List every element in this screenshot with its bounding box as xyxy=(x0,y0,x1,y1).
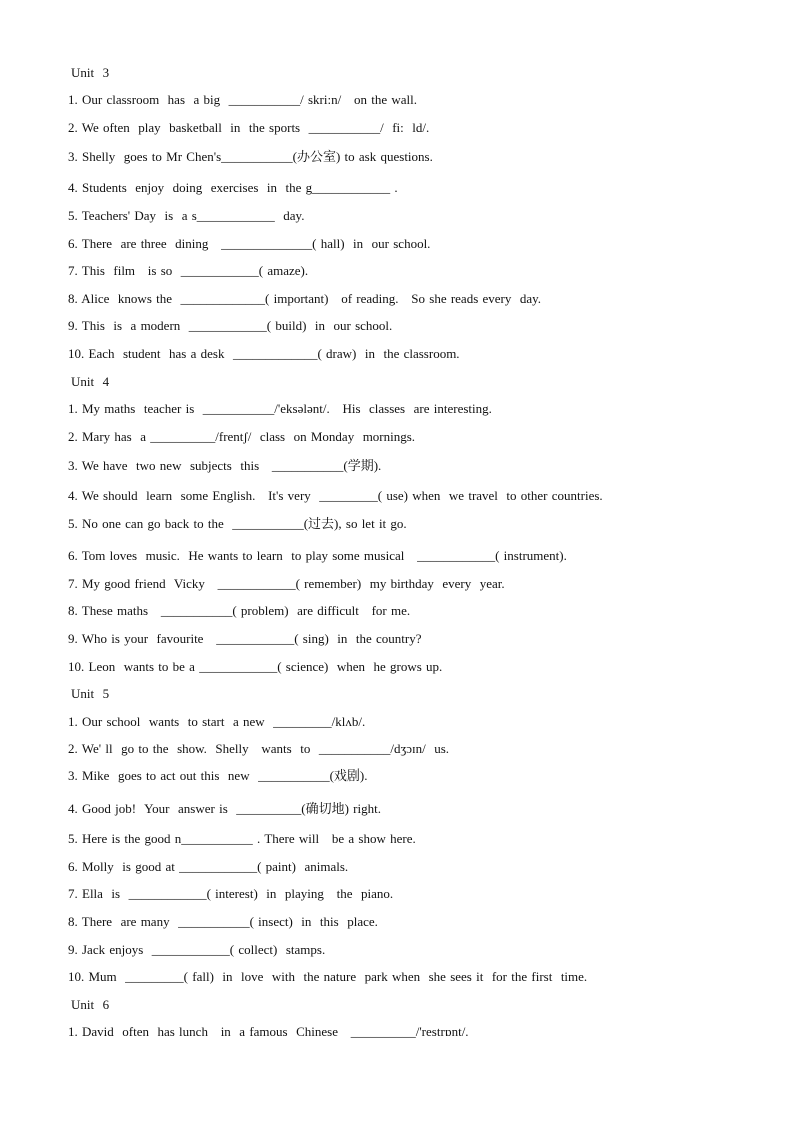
exercise-line: 1. David often has lunch in a famous Chinese __________/'restrɒnt/. xyxy=(68,1024,469,1039)
exercise-line: 1. Our school wants to start a new _________/klʌb/. xyxy=(68,714,366,729)
exercise-line: 1. Our classroom has a big ___________/ skri:n/ on the wall. xyxy=(68,92,417,107)
exercise-line: 10. Mum _________( fall) in love with the nature park when she sees it for the first time. xyxy=(68,969,588,984)
unit-heading: Unit 3 xyxy=(71,65,110,80)
exercise-line: 8. Alice knows the _____________( important) of reading. So she reads every day. xyxy=(68,291,542,306)
exercise-line: 3. Shelly goes to Mr Chen's___________(办公室) to ask questions. xyxy=(68,149,433,164)
unit-heading: Unit 5 xyxy=(71,686,110,701)
exercise-line: 4. Students enjoy doing exercises in the g____________ . xyxy=(68,180,398,195)
unit-heading: Unit 6 xyxy=(71,997,110,1012)
exercise-line: 6. Molly is good at ____________( paint) animals. xyxy=(68,859,349,874)
exercise-line: 9. This is a modern ____________( build) in our school. xyxy=(68,318,393,333)
exercise-line: 3. We have two new subjects this ___________(学期). xyxy=(68,458,382,473)
exercise-line: 4. We should learn some English. It's very _________( use) when we travel to other countries. xyxy=(68,488,603,503)
exercise-line: 10. Leon wants to be a ____________( science) when he grows up. xyxy=(68,659,443,674)
exercise-line: 9. Who is your favourite ____________( sing) in the country? xyxy=(68,631,422,646)
exercise-line: 4. Good job! Your answer is __________(确切地) right. xyxy=(68,801,381,816)
exercise-line: 7. Ella is ____________( interest) in playing the piano. xyxy=(68,886,394,901)
exercise-line: 3. Mike goes to act out this new ___________(戏剧). xyxy=(68,768,368,783)
exercise-line: 2. We' ll go to the show. Shelly wants to ___________/dʒɔɪn/ us. xyxy=(68,741,450,756)
exercise-line: 8. These maths ___________( problem) are difficult for me. xyxy=(68,603,411,618)
exercise-line: 5. No one can go back to the ___________(过去), so let it go. xyxy=(68,516,407,531)
exercise-line: 1. My maths teacher is ___________/'eksələnt/. His classes are interesting. xyxy=(68,401,492,416)
exercise-line: 6. There are three dining ______________( hall) in our school. xyxy=(68,236,431,251)
exercise-line: 2. Mary has a __________/frentʃ/ class on Monday mornings. xyxy=(68,429,416,444)
exercise-line: 6. Tom loves music. He wants to learn to play some musical ____________( instrument). xyxy=(68,548,567,563)
exercise-line: 10. Each student has a desk _____________( draw) in the classroom. xyxy=(68,346,460,361)
exercise-line: 5. Teachers' Day is a s____________ day. xyxy=(68,208,305,223)
exercise-line: 7. My good friend Vicky ____________( remember) my birthday every year. xyxy=(68,576,505,591)
exercise-line: 2. We often play basketball in the sports ___________/ fi: ld/. xyxy=(68,120,430,135)
unit-heading: Unit 4 xyxy=(71,374,110,389)
exercise-line: 9. Jack enjoys ____________( collect) stamps. xyxy=(68,942,326,957)
exercise-line: 8. There are many ___________( insect) in this place. xyxy=(68,914,378,929)
exercise-line: 7. This film is so ____________( amaze). xyxy=(68,263,309,278)
exercise-line: 5. Here is the good n___________ . There will be a show here. xyxy=(68,831,416,846)
